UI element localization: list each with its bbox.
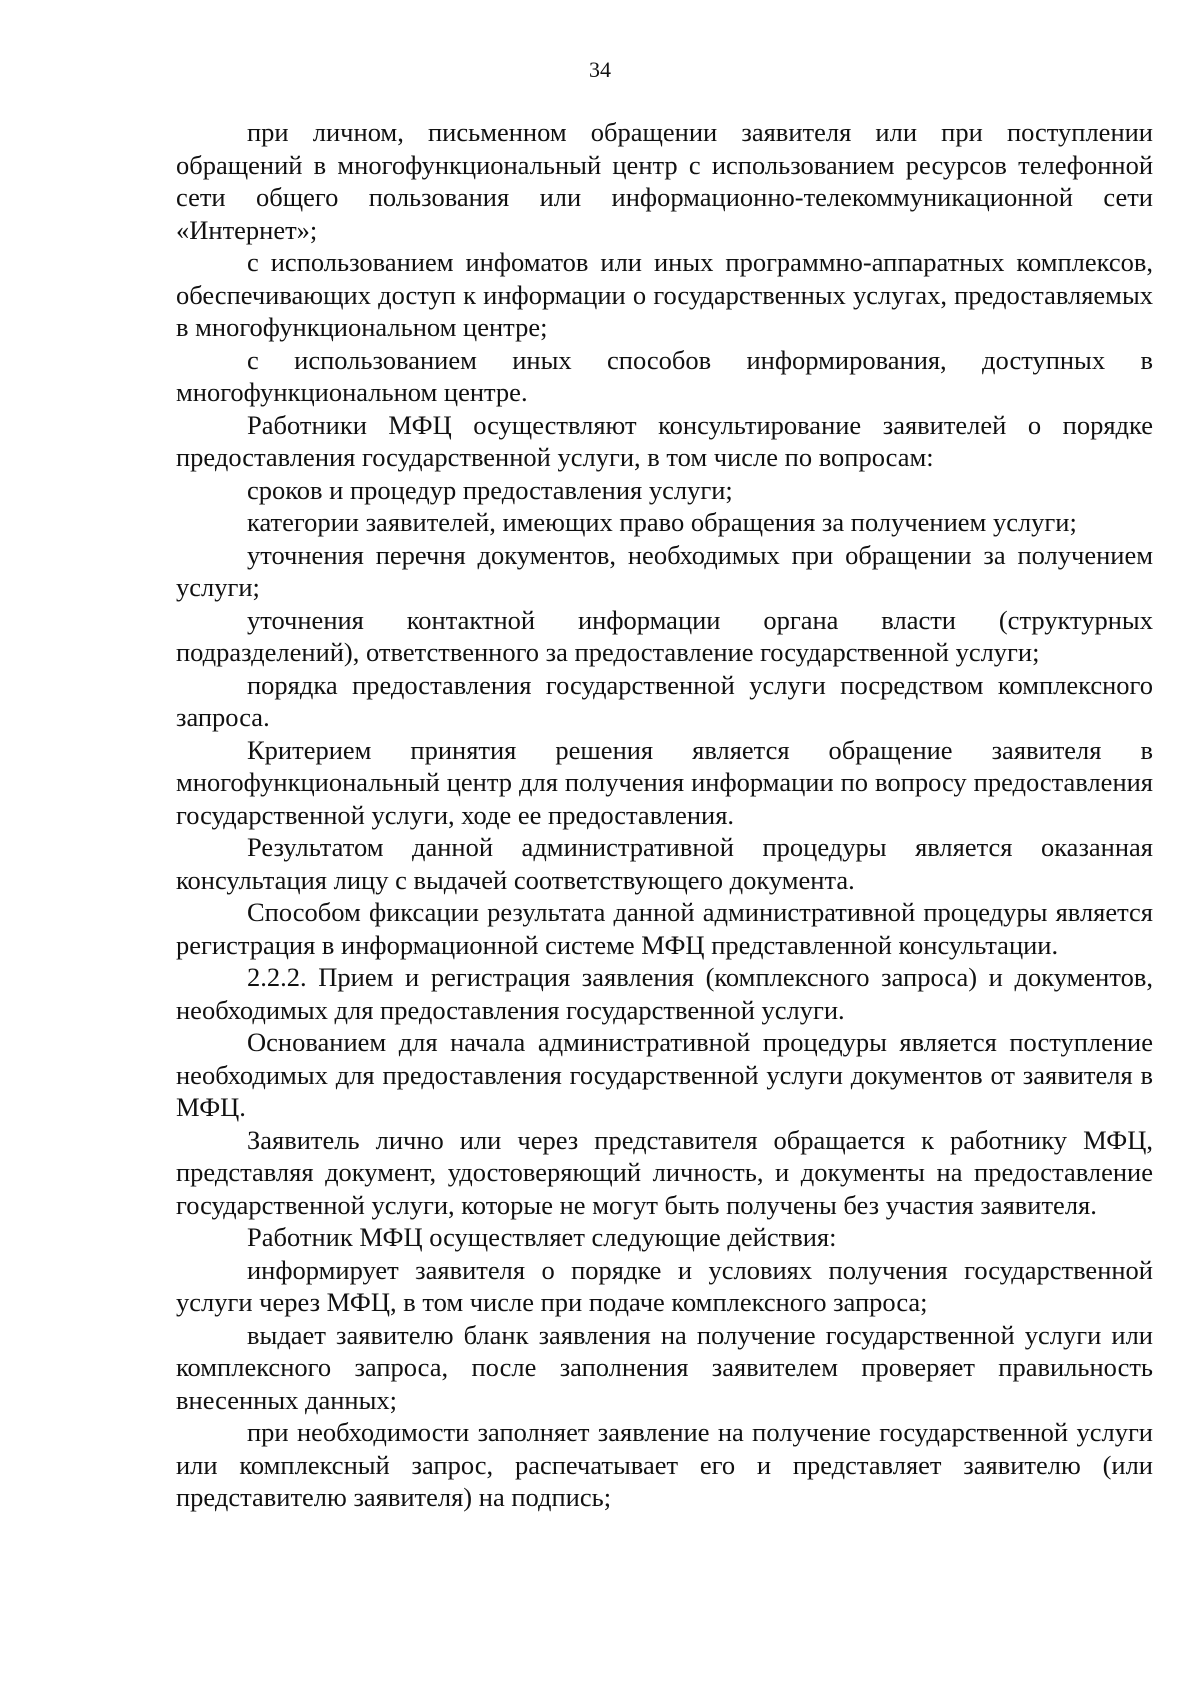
paragraph-decision-criterion: Критерием принятия решения является обращение заявителя в многофункциональный центр для получения информации по вопросу предоставления государственной услуги, ходе ее предоставления. <box>176 734 1153 830</box>
paragraph-contact-channels: при личном, письменном обращении заявителя или при поступлении обращений в многофункциональный центр с использованием ресурсов телефонной сети общего пользования или информационно-телекоммуникационной сети «Интернет»; <box>176 117 1153 245</box>
section-heading-2-2-2: 2.2.2. Прием и регистрация заявления (комплексного запроса) и документов, необходимых для предоставления государственной услуги. <box>176 962 1153 1025</box>
paragraph-list-item-documents: уточнения перечня документов, необходимых при обращении за получением услуги; <box>176 539 1153 602</box>
paragraph-infomats: с использованием инфоматов или иных программно-аппаратных комплексов, обеспечивающих доступ к информации о государственных услугах, предоставляемых в многофункциональном центре; <box>176 247 1153 342</box>
paragraph-consulting-intro: Работники МФЦ осуществляют консультирование заявителей о порядке предоставления государственной услуги, в том числе по вопросам: <box>176 409 1153 472</box>
paragraph-result-recording: Способом фиксации результата данной административной процедуры является регистрация в информационной системе МФЦ представленной консультации. <box>176 897 1153 960</box>
paragraph-procedure-basis: Основанием для начала административной процедуры является поступление необходимых для предоставления государственной услуги документов от заявителя в МФЦ. <box>176 1027 1153 1122</box>
paragraph-list-item-applicant-categories: категории заявителей, имеющих право обращения за получением услуги; <box>247 507 1077 537</box>
paragraph-list-item-terms: сроков и процедур предоставления услуги; <box>247 474 733 505</box>
paragraph-action-fills-application: при необходимости заполняет заявление на получение государственной услуги или комплексный запрос, распечатывает его и представляет заявителю (или представителю заявителя) на подпись; <box>176 1417 1153 1512</box>
paragraph-action-informs: информирует заявителя о порядке и условиях получения государственной услуги через МФЦ, в том числе при подаче комплексного запроса; <box>176 1254 1153 1317</box>
paragraph-list-item-complex-request: порядка предоставления государственной услуги посредством комплексного запроса. <box>176 669 1153 732</box>
paragraph-applicant-applies: Заявитель лично или через представителя обращается к работнику МФЦ, представляя документ, удостоверяющий личность, и документы на предоставление государственной услуги, которые не могут быть получены без участия заявителя. <box>176 1124 1153 1220</box>
paragraph-other-methods: с использованием иных способов информирования, доступных в многофункциональном центре. <box>176 344 1153 407</box>
paragraph-worker-actions-intro: Работник МФЦ осуществляет следующие действия: <box>247 1222 837 1252</box>
paragraph-procedure-result: Результатом данной административной процедуры является оказанная консультация лицу с выдачей соответствующего документа. <box>176 832 1153 895</box>
page-number: 34 <box>589 57 611 82</box>
paragraph-list-item-contact-info: уточнения контактной информации органа власти (структурных подразделений), ответственного за предоставление государственной услуги; <box>176 604 1153 667</box>
document-body <box>176 116 1153 1514</box>
paragraph-action-issues-form: выдает заявителю бланк заявления на получение государственной услуги или комплексного запроса, после заполнения заявителем проверяет правильность внесенных данных; <box>176 1319 1153 1415</box>
